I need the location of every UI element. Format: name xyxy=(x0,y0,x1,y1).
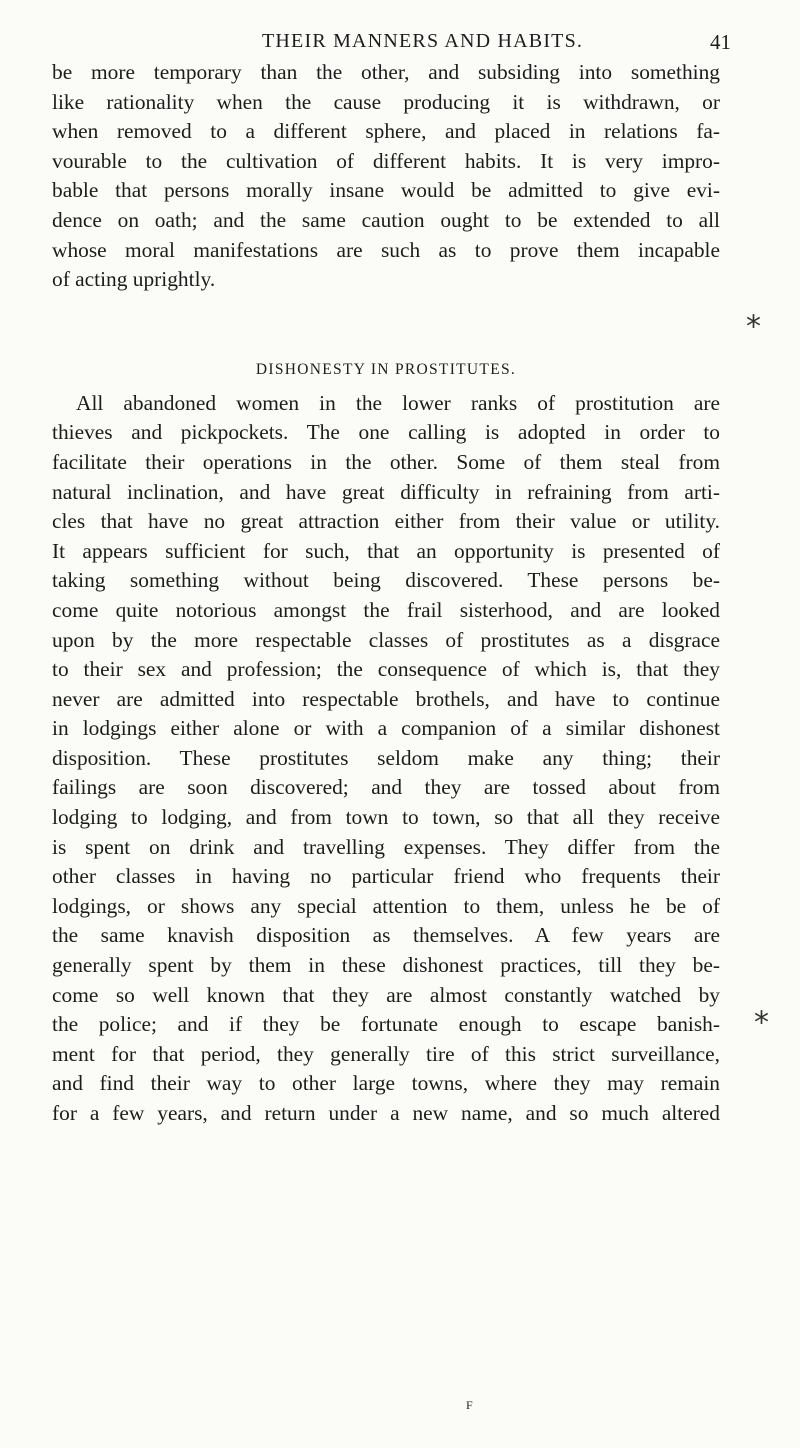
text-line: come quite notorious amongst the frail sisterhood, and are looked xyxy=(52,597,720,622)
text-line: vourable to the cultivation of different habits. It is very impro- xyxy=(52,148,720,173)
text-line: lodgings, or shows any special attention to them, unless he be of xyxy=(52,893,720,918)
text-line: never are admitted into respectable brothels, and have to continue xyxy=(52,686,720,711)
text-line: upon by the more respectable classes of prostitutes as a disgrace xyxy=(52,627,720,652)
text-line: be more temporary than the other, and subsiding into something xyxy=(52,60,720,84)
text-line: whose moral manifestations are such as to prove them incapable xyxy=(52,237,720,262)
running-head xyxy=(0,30,800,60)
text-line: It appears sufficient for such, that an opportunity is presented of xyxy=(52,538,720,563)
text-line: lodging to lodging, and from town to town, so that all they receive xyxy=(52,805,720,830)
text-line: cles that have no great attraction either from their value or utility. xyxy=(52,509,720,534)
margin-mark-icon: ⁎ xyxy=(746,300,761,335)
text-line: ment for that period, they generally tire of this strict surveillance, xyxy=(52,1041,720,1066)
text-line: taking something without being discovered. These persons be- xyxy=(52,568,720,593)
text-line: in lodgings either alone or with a companion of a similar dishonest xyxy=(52,716,720,741)
text-line: dence on oath; and the same caution ought to be extended to all xyxy=(52,207,720,232)
text-line: when removed to a different sphere, and placed in relations fa- xyxy=(52,119,720,144)
text-line: the same knavish disposition as themselves. A few years are xyxy=(52,923,720,948)
text-line: and find their way to other large towns, where they may remain xyxy=(52,1071,720,1096)
text-line: bable that persons morally insane would be admitted to give evi- xyxy=(52,178,720,203)
text-line: come so well known that they are almost constantly watched by xyxy=(52,982,720,1007)
text-line: the police; and if they be fortunate enough to escape banish- xyxy=(52,1012,720,1037)
running-title: THEIR MANNERS AND HABITS. xyxy=(262,30,584,52)
text-line: failings are soon discovered; and they are tossed about from xyxy=(52,775,720,800)
text-line: other classes in having no particular friend who frequents their xyxy=(52,864,720,889)
text-line: thieves and pickpockets. The one calling is adopted in order to xyxy=(52,420,720,445)
text-line: to their sex and profession; the consequence of which is, that they xyxy=(52,657,720,682)
section-heading: DISHONESTY IN PROSTITUTES. xyxy=(255,360,517,378)
text-line: All abandoned women in the lower ranks of prostitution are xyxy=(76,390,720,415)
signature-letter: F xyxy=(466,1398,473,1412)
text-line: natural inclination, and have great difficulty in refraining from arti- xyxy=(52,479,720,504)
text-line: disposition. These prostitutes seldom make any thing; their xyxy=(52,745,720,770)
page-number: 41 xyxy=(710,30,731,54)
text-line: like rationality when the cause producing it is withdrawn, or xyxy=(52,89,720,114)
text-line: facilitate their operations in the other. Some of them steal from xyxy=(52,449,720,474)
body-text xyxy=(52,58,720,1129)
text-line: is spent on drink and travelling expenses. They differ from the xyxy=(52,834,720,859)
section-gap xyxy=(52,295,720,335)
text-line: generally spent by them in these dishonest practices, till they be- xyxy=(52,953,720,978)
text-line: for a few years, and return under a new name, and so much altered xyxy=(52,1101,720,1125)
margin-mark-icon: ⁎ xyxy=(754,996,769,1031)
text-line: of acting uprightly. xyxy=(52,267,216,292)
